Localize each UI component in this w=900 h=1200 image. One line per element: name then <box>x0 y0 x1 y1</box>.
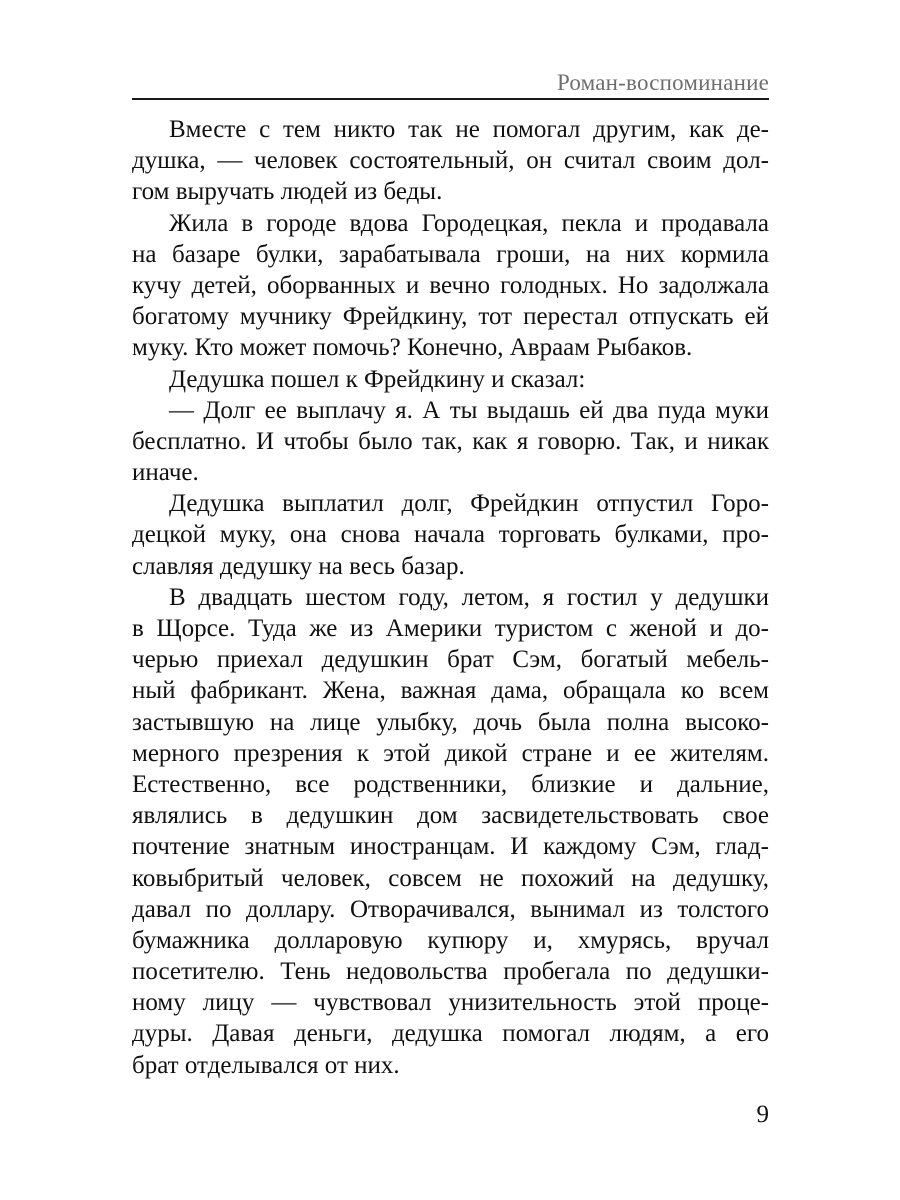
page-number: 9 <box>756 1101 769 1128</box>
text-line: — Долг ее выплачу я. А ты выдашь ей два пуда муки <box>169 396 769 424</box>
text-line: черью приехал дедушкин брат Сэм, богатый мебель- <box>132 646 769 674</box>
text-line: децкой муку, она снова начала торговать булками, про- <box>132 521 769 549</box>
text-line: душка, — человек состоятельный, он считал своим дол- <box>132 147 769 175</box>
text-line: Естественно, все родственники, близкие и дальние, <box>132 770 769 798</box>
text-line: Жила в городе вдова Городецкая, пекла и продавала <box>169 209 769 237</box>
text-line: являлись в дедушкин дом засвидетельствовать свое <box>132 802 769 830</box>
text-line: гом выручать людей из беды. <box>132 178 443 206</box>
text-line: дуры. Давая деньги, дедушка помогал людям, а его <box>132 1020 769 1048</box>
running-title: Роман-воспоминание <box>556 70 769 95</box>
text-line: давал по доллару. Отворачивался, вынимал из толстого <box>132 895 769 923</box>
text-line: богатому мучнику Фрейдкину, тот перестал отпускать ей <box>132 303 769 331</box>
text-line: кучу детей, оборванных и вечно голодных. Но задолжала <box>132 271 769 299</box>
header-rule <box>132 98 769 100</box>
text-line: Вместе с тем никто так не помогал другим, как де- <box>169 116 769 143</box>
text-line: брат отделывался от них. <box>132 1051 400 1079</box>
text-line: Дедушка пошел к Фрейдкину и сказал: <box>169 365 586 393</box>
text-line: ный фабрикант. Жена, важная дама, обращала ко всем <box>132 677 769 705</box>
body-text <box>132 114 769 1081</box>
text-line: иначе. <box>132 459 199 487</box>
text-line: муку. Кто может помочь? Конечно, Авраам Рыбаков. <box>132 334 693 362</box>
text-line: посетителю. Тень недовольства пробегала по дедушки- <box>132 958 769 986</box>
text-line: мерного презрения к этой дикой стране и ее жителям. <box>132 739 769 767</box>
text-line: ковыбритый человек, совсем не похожий на дедушку, <box>132 864 769 892</box>
text-line: на базаре булки, зарабатывала гроши, на них кормила <box>132 240 769 268</box>
text-line: В двадцать шестом году, летом, я гостил у дедушки <box>169 583 769 611</box>
text-line: ному лицу — чувствовал унизительность этой проце- <box>132 989 769 1017</box>
text-line: почтение знатным иностранцам. И каждому Сэм, глад- <box>132 833 769 861</box>
text-line: в Щорсе. Туда же из Америки туристом с женой и до- <box>132 615 769 642</box>
text-line: бумажника долларовую купюру и, хмурясь, вручал <box>132 926 769 954</box>
text-line: застывшую на лице улыбку, дочь была полна высоко- <box>132 708 769 736</box>
text-line: славляя дедушку на весь базар. <box>132 552 465 580</box>
text-line: бесплатно. И чтобы было так, как я говорю. Так, и никак <box>132 427 769 455</box>
text-line: Дедушка выплатил долг, Фрейдкин отпустил Горо- <box>169 490 769 518</box>
